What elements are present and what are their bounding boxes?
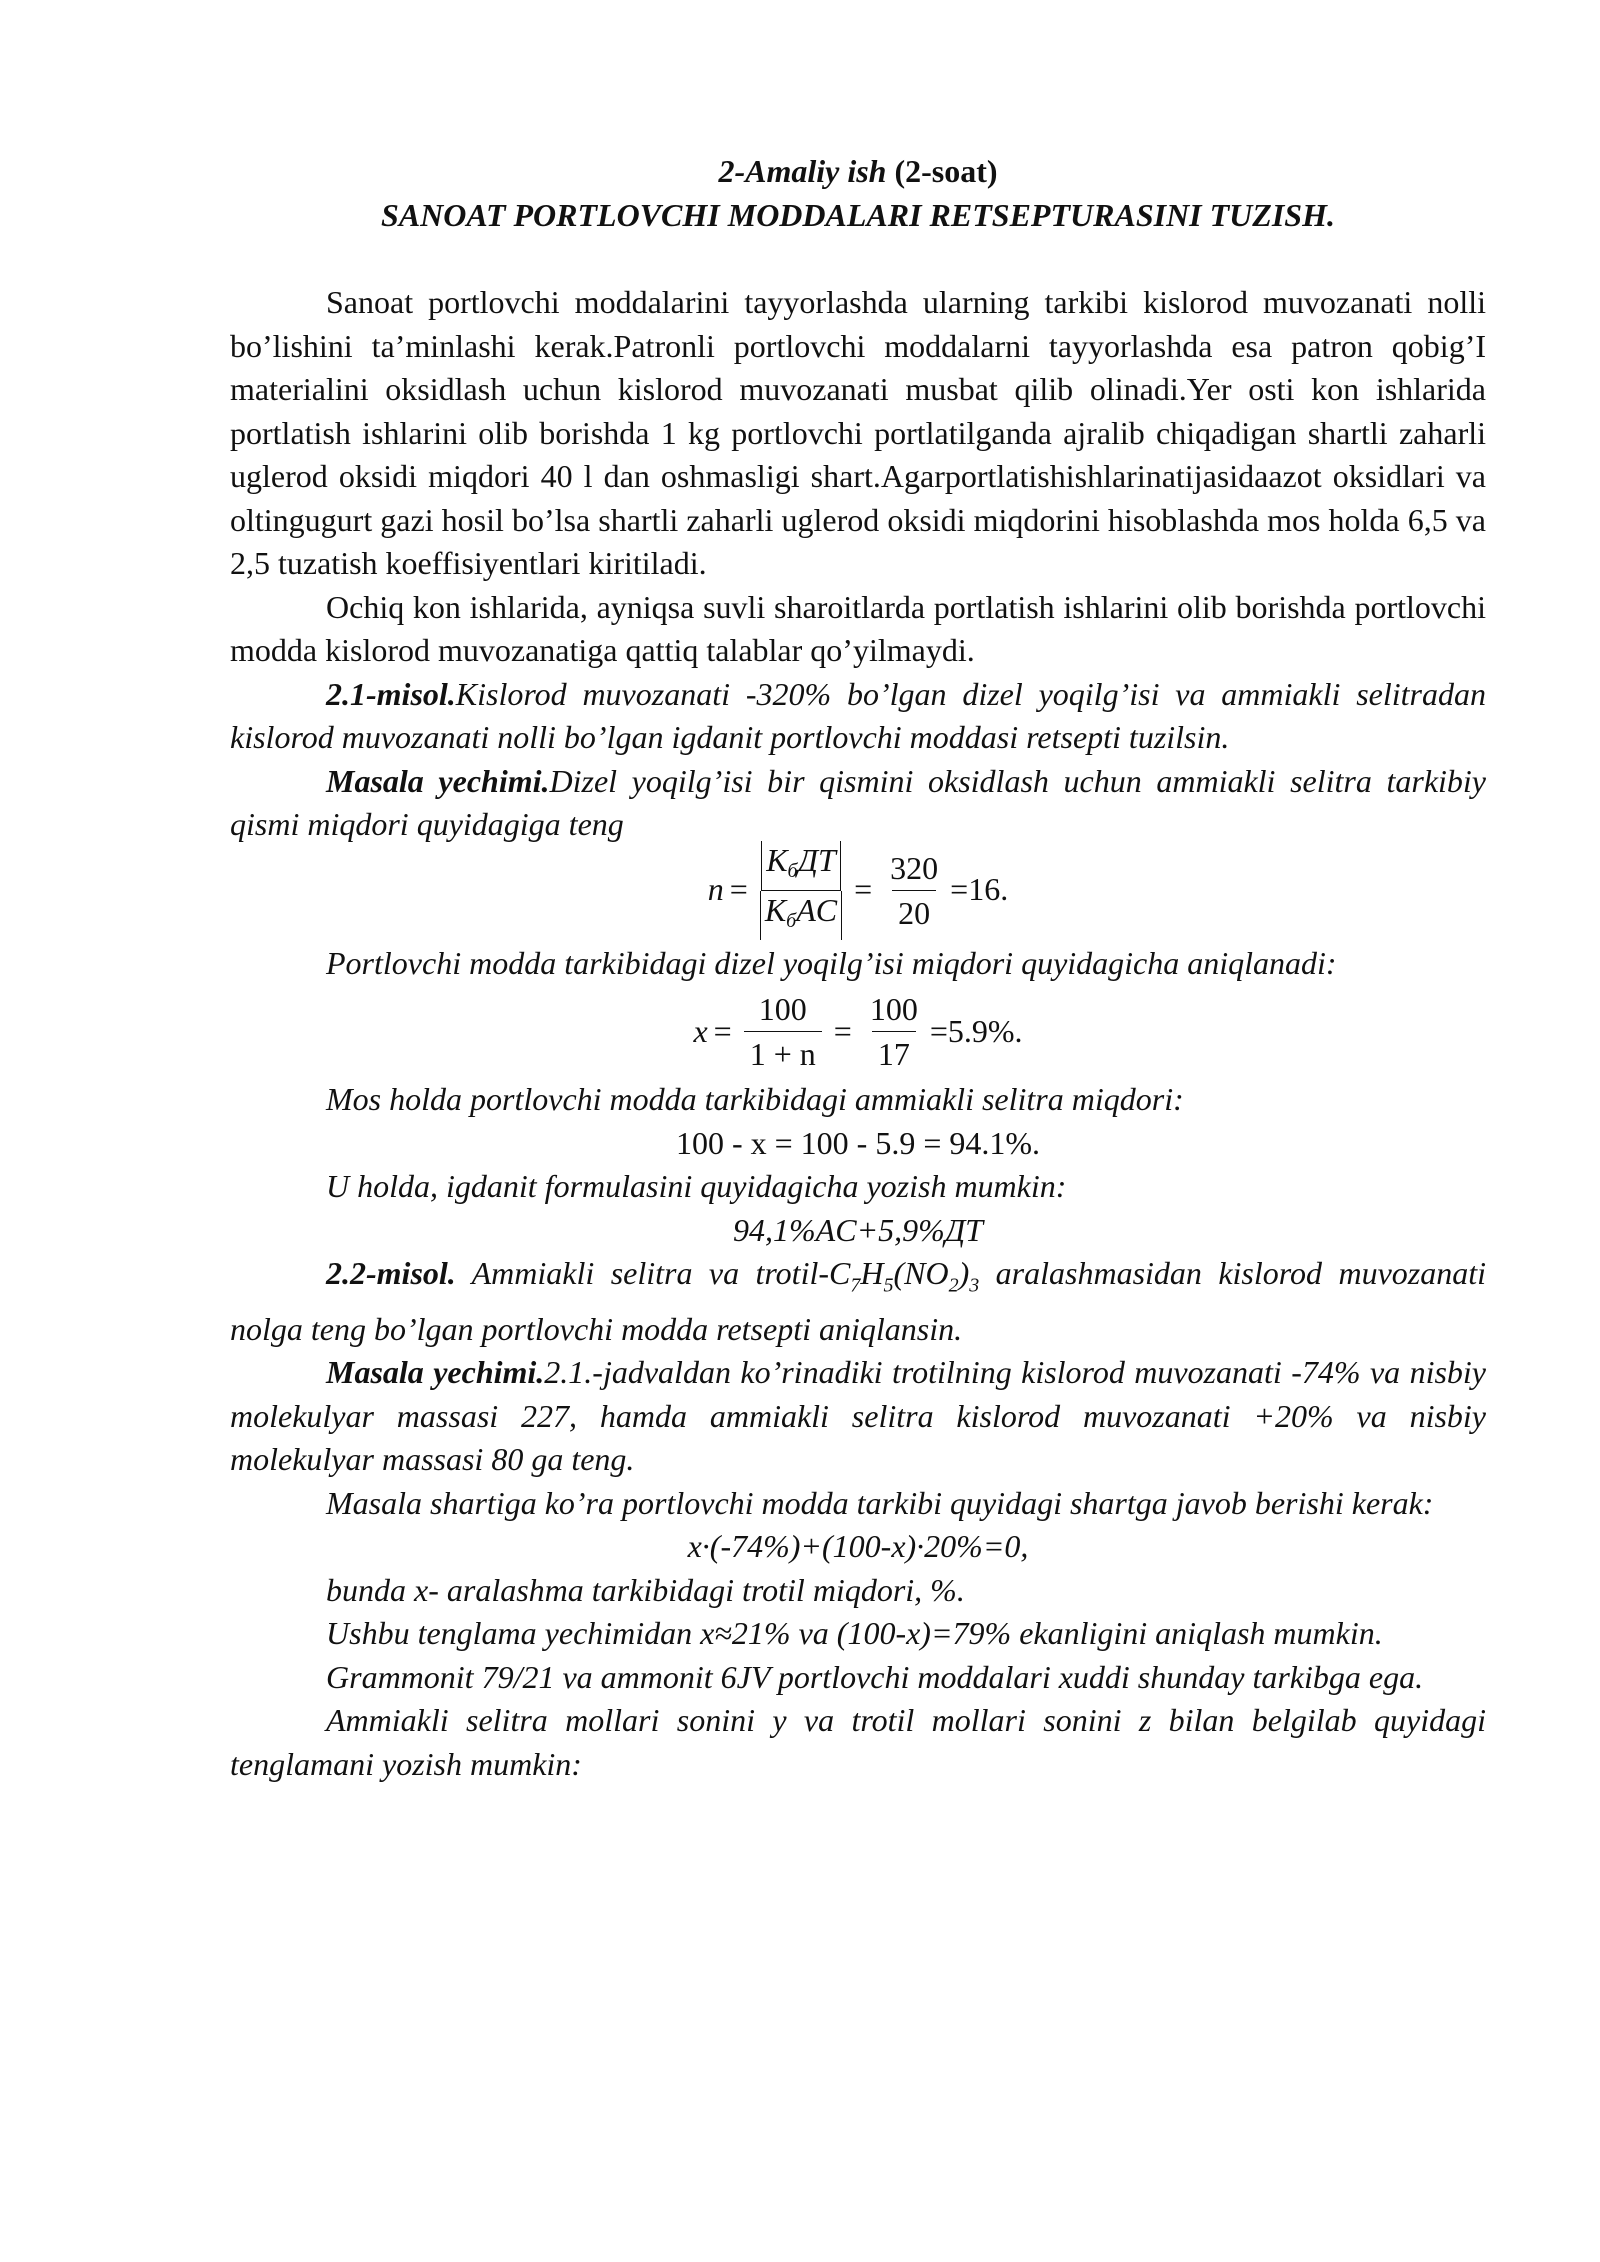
solution-2 xyxy=(230,1351,1486,1482)
formula-igdanit: 94,1%AC+5,9%ДТ xyxy=(733,1211,983,1248)
eq1-lhs: n xyxy=(707,871,724,908)
paragraph-ushbu: Ushbu tenglama yechimidan x≈21% va (100-x)=79% ekanligini aniqlash mumkin. xyxy=(326,1615,1383,1652)
title-hours: (2-soat) xyxy=(886,153,998,189)
paragraph-open-pit: Ochiq kon ishlarida, ayniqsa suvli sharoitlarda portlatish ishlarini olib borishda portlovchi modda kislorod muvozanatiga qattiq talablar qo’yilmaydi. xyxy=(230,588,1486,668)
example-2-1-text: Kislorod muvozanati -320% bo’lgan dizel yoqilg’isi va ammiakli selitradan kislorod muvozanati nolli bo’lgan igdanit portlovchi moddasi retsepti tuzilsin. xyxy=(230,675,1486,755)
paragraph-shart: Masala shartiga ko’ra portlovchi modda tarkibi quyidagi shartga javob berishi kerak: xyxy=(326,1484,1434,1521)
eq1-numerator: $K_бДТ$ xyxy=(761,841,841,891)
eq1-fraction-values xyxy=(884,846,944,935)
paragraph-intro: Sanoat portlovchi moddalarini tayyorlashda ularning tarkibi kislorod muvozanati nolli bo’lishini ta’minlashi kerak.Patronli portlovchi moddalarni tayyorlashda esa patron qobig’I materialini oksidlash uchun kislorod muvozanati musbat qilib olinadi.Yer osti kon ishlarida portlatish ishlarini olib borishda 1 kg portlovchi portlatilganda ajralib chiqadigan shartli zaharli uglerod oksidi miqdori 40 l dan oshmasligi shart.Agarportlatishishlarinatijasidaazot oksidlari va oltingugurt gazi hosil bo’lsa shartli zaharli uglerod oksidi miqdorini hisoblashda mos holda 6,5 va 2,5 tuzatish koeffisiyentlari kiritiladi. xyxy=(230,284,1486,581)
equation-balance: x·(-74%)+(100-x)·20%=0, xyxy=(687,1528,1029,1565)
solution-1-label: Masala yechimi. xyxy=(326,762,550,799)
solution-1 xyxy=(230,760,1486,847)
equation-n xyxy=(230,841,1486,940)
title-line xyxy=(230,150,1486,194)
example-2-1 xyxy=(230,673,1486,760)
eq1-fraction-brackets xyxy=(760,841,842,940)
eq2-f1-den: 1 + n xyxy=(744,1031,822,1076)
page-title: SANOAT PORTLOVCHI MODDALARI RETSEPTURASINI TUZISH. xyxy=(381,196,1335,233)
paragraph-last: Ammiakli selitra mollari sonini y va trotil mollari sonini z bilan belgilab quyidagi tenglamani yozish mumkin: xyxy=(230,1702,1486,1782)
example-2-2-label: 2.2-misol. xyxy=(326,1255,456,1291)
eq1-frac2-den: 20 xyxy=(892,890,936,935)
eq2-result: =5.9%. xyxy=(929,1012,1023,1049)
eq2-lhs: x xyxy=(693,1012,708,1049)
eq2-f2-den: 17 xyxy=(872,1031,916,1076)
document-page xyxy=(230,150,1486,1786)
eq1-denominator: $K_бAC$ xyxy=(760,891,842,940)
equation-x xyxy=(230,987,1486,1076)
solution-1-text: Dizel yoqilg’isi bir qismini oksidlash uchun ammiakli selitra tarkibiy qismi miqdori quyidagiga teng xyxy=(230,762,1486,842)
eq1-frac2-num: 320 xyxy=(890,849,939,886)
equation-difference: 100 - x = 100 - 5.9 = 94.1%. xyxy=(675,1124,1041,1161)
solution-2-text: 2.1.-jadvaldan ko’rinadiki trotilning kislorod muvozanati -74% va nisbiy molekulyar massasi 227, hamda ammiakli selitra kislorod muvozanati +20% va nisbiy molekulyar massasi 80 ga teng. xyxy=(230,1354,1486,1478)
spacer xyxy=(230,237,1486,281)
solution-2-label: Masala yechimi. xyxy=(326,1354,545,1391)
example-2-1-label: 2.1-misol. xyxy=(326,675,456,712)
eq2-fraction-1 xyxy=(744,987,822,1076)
eq1-equals: = xyxy=(729,871,748,908)
title-work-number: 2-Amaliy ish xyxy=(718,153,887,189)
eq2-f2-num: 100 xyxy=(869,991,918,1027)
eq2-equals-2: = xyxy=(833,1012,852,1049)
eq2-f1-num: 100 xyxy=(758,991,807,1027)
paragraph-grammonit: Grammonit 79/21 va ammonit 6JV portlovchi moddalari xuddi shunday tarkibga ega. xyxy=(326,1658,1424,1695)
eq1-result: =16. xyxy=(950,871,1009,908)
eq2-equals: = xyxy=(713,1012,732,1049)
eq1-equals-2: = xyxy=(854,871,873,908)
paragraph-bunda: bunda x- aralashma tarkibidagi trotil miqdori, %. xyxy=(326,1571,965,1608)
paragraph-dizel: Portlovchi modda tarkibidagi dizel yoqilg’isi miqdori quyidagicha aniqlanadi: xyxy=(326,944,1337,981)
paragraph-selitra: Mos holda portlovchi modda tarkibidagi ammiakli selitra miqdori: xyxy=(326,1081,1184,1117)
paragraph-formula-intro: U holda, igdanit formulasini quyidagicha yozish mumkin: xyxy=(326,1168,1067,1204)
eq2-fraction-2 xyxy=(864,987,924,1076)
example-2-2: 2.2-misol. Ammiakli selitra va trotil-$C_7H_5(NO_2)_3$ aralashmasidan kislorod muvozanati nolga teng bo’lgan portlovchi modda retsepti aniqlansin. xyxy=(230,1255,1487,1347)
